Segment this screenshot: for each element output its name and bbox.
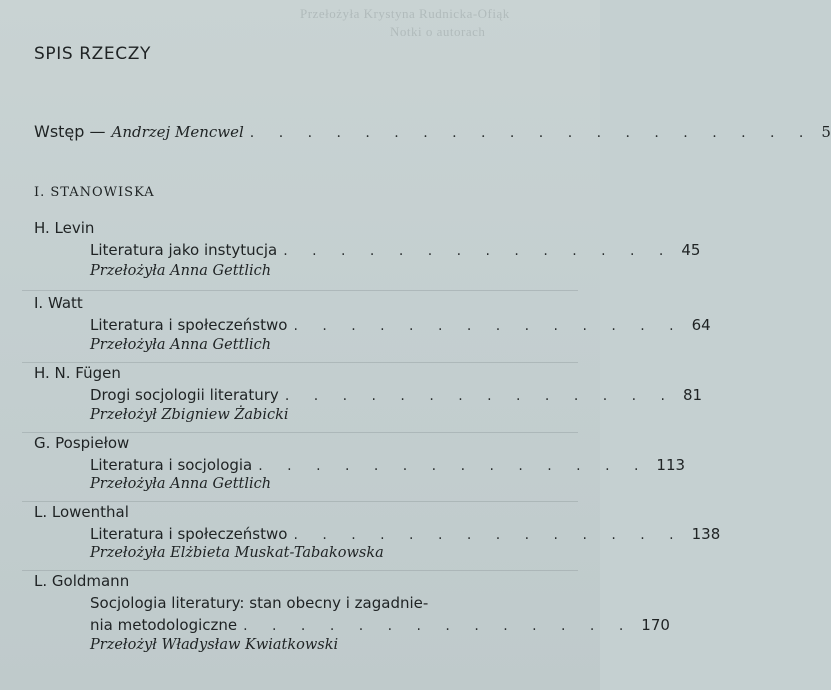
- entry-title-line: [90, 386, 703, 404]
- separator-line: [22, 432, 578, 433]
- entry-title-line: [90, 456, 686, 474]
- page-number: 64: [691, 316, 711, 334]
- page-number: 170: [641, 616, 670, 634]
- dot-leader: . . . . . . . . . . . . . . . . . . . .: [249, 125, 814, 141]
- separator-line: [22, 362, 578, 363]
- entry-author: H. Levin: [34, 219, 95, 237]
- entry-author: G. Pospiełow: [34, 434, 130, 452]
- entry-translator: Przełożyła Elżbieta Muskat-Tabakowska: [90, 545, 384, 561]
- entry-title: Drogi socjologii literatury: [90, 386, 279, 404]
- entry-translator: Przełożyła Anna Gettlich: [90, 476, 272, 492]
- entry-title-line: [90, 316, 711, 334]
- intro-title: Wstęp —: [34, 122, 106, 141]
- entry-title-cont: nia metodologiczne: [90, 616, 238, 634]
- dot-leader: . . . . . . . . . . . . . .: [283, 243, 674, 259]
- dot-leader: . . . . . . . . . . . . . .: [293, 318, 684, 334]
- entry-author: L. Goldmann: [34, 572, 130, 590]
- entry-title: Literatura i socjologia: [90, 456, 253, 474]
- entry-translator: Przełożyła Anna Gettlich: [90, 263, 272, 279]
- page-number: 5: [821, 123, 831, 141]
- dot-leader: . . . . . . . . . . . . . .: [258, 458, 649, 474]
- entry-author: L. Lowenthal: [34, 503, 129, 521]
- dot-leader: . . . . . . . . . . . . . .: [293, 527, 684, 543]
- intro-author: Andrzej Mencwel: [111, 123, 244, 141]
- entry-translator: Przełożyła Anna Gettlich: [90, 337, 272, 353]
- entry-translator: Przełożył Zbigniew Żabicki: [90, 407, 289, 423]
- separator-line: [22, 290, 578, 291]
- bleed-line: Przełożyła Krystyna Rudnicka-Ofiąk: [300, 6, 510, 21]
- dot-leader: . . . . . . . . . . . . . .: [243, 618, 634, 634]
- entry-title: Literatura i społeczeństwo: [90, 316, 288, 334]
- entry-translator: Przełożył Władysław Kwiatkowski: [90, 637, 339, 653]
- page-number: 81: [682, 386, 703, 404]
- page-number: 45: [681, 241, 701, 259]
- bleed-line: Notki o autorach: [390, 24, 486, 39]
- page-number: 138: [691, 525, 721, 543]
- separator-line: [22, 570, 578, 571]
- section-heading: I. STANOWISKA: [34, 185, 155, 200]
- page-number: 113: [656, 456, 686, 474]
- toc-heading: SPIS RZECZY: [34, 44, 151, 64]
- entry-author: H. N. Fügen: [34, 364, 121, 382]
- separator-line: [22, 501, 578, 502]
- entry-title-line: [90, 241, 701, 259]
- dot-leader: . . . . . . . . . . . . . .: [284, 388, 675, 404]
- bleed-through-text: [300, 6, 510, 42]
- entry-title: Literatura jako instytucja: [90, 241, 278, 259]
- intro-entry: [34, 122, 831, 141]
- entry-title: Literatura i społeczeństwo: [90, 525, 288, 543]
- entry-author: I. Watt: [34, 294, 83, 312]
- entry-title: Socjologia literatury: stan obecny i zagadnie-: [90, 594, 429, 612]
- entry-title-line: [90, 525, 721, 543]
- entry-title-line: [90, 616, 670, 634]
